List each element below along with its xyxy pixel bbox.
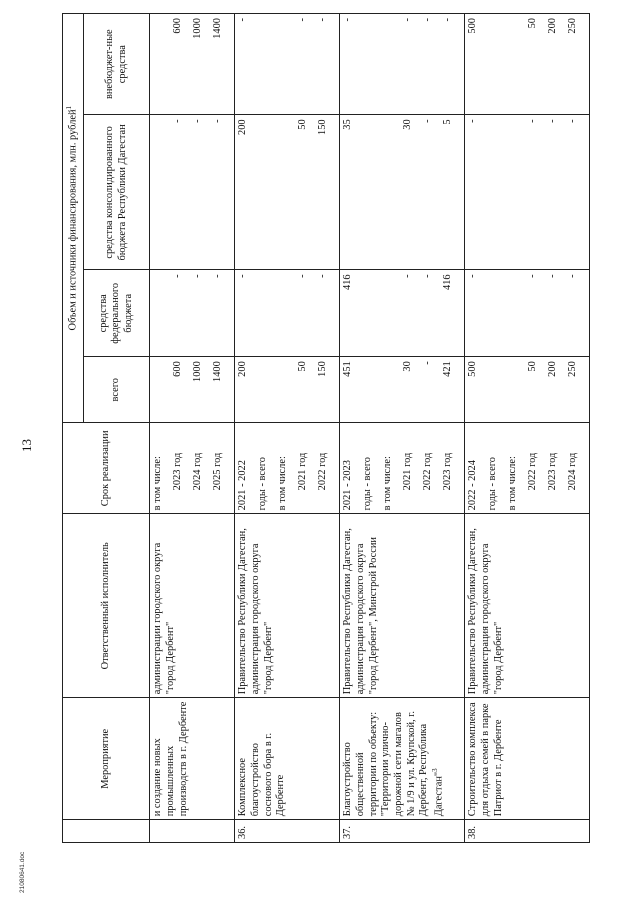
- funding-group-header: [63, 14, 84, 423]
- col-no-header: [63, 820, 150, 843]
- federal-value: -: [547, 274, 559, 278]
- regional-cell: [340, 115, 465, 270]
- table-row: [465, 14, 590, 843]
- activity-text: Комплексное благоустройство соснового бора в г. Дербенте: [237, 732, 287, 817]
- regional-value: -: [212, 119, 224, 123]
- total-value: [362, 361, 382, 419]
- regional-value: -: [567, 119, 579, 123]
- total-value: 600: [172, 361, 184, 377]
- federal-value: 416: [342, 274, 354, 290]
- term-value: 2022 год: [317, 452, 329, 491]
- federal-value: 416: [442, 274, 454, 290]
- federal-value: -: [402, 274, 414, 278]
- offbudget-value: 1400: [212, 18, 224, 39]
- regional-value: -: [422, 119, 434, 123]
- total-value: [382, 361, 402, 419]
- offbudget-value: [382, 18, 402, 111]
- activity-cell: [465, 698, 590, 820]
- term-value: 2021 год: [402, 452, 414, 491]
- term-cell: [235, 423, 340, 514]
- total-value: 150: [317, 361, 329, 377]
- federal-value: [152, 274, 172, 353]
- regional-value: 5: [442, 119, 454, 125]
- col-activity-header: Мероприятие: [63, 698, 150, 820]
- federal-value: -: [567, 274, 579, 278]
- term-value: 2021 - 2023: [342, 460, 354, 511]
- funding-group-title: Объем и источники финансирования, млн. рублей: [67, 109, 79, 331]
- regional-value: 200: [237, 119, 249, 135]
- offbudget-cell: [150, 14, 235, 115]
- federal-cell: [465, 270, 590, 357]
- term-value: в том числе:: [152, 456, 164, 511]
- offbudget-value: -: [402, 18, 414, 22]
- term-value: 2023 год: [547, 452, 559, 491]
- offbudget-value: -: [297, 18, 309, 22]
- federal-value: -: [422, 274, 434, 278]
- regional-value: -: [192, 119, 204, 123]
- col-regional-header: средства консолидированного бюджета Республики Дагестан: [84, 115, 150, 270]
- executor-cell: администрации городского округа "город Дербент": [150, 514, 235, 698]
- row-number: 38.: [465, 820, 590, 843]
- term-value: 2021 год: [297, 452, 309, 491]
- activity-cell: [150, 698, 235, 820]
- total-value: 200: [547, 361, 559, 377]
- offbudget-value: 600: [172, 18, 184, 34]
- row-number: 37.: [340, 820, 465, 843]
- regional-cell: [235, 115, 340, 270]
- regional-value: -: [467, 119, 479, 123]
- table-row: [235, 14, 340, 843]
- activity-text: Благоустройство общественной территории по объекту: "Территории улично-дорожной сети магалов № 1/9 и ул. Крупской, г. Дербент, Республика Дагестан": [342, 711, 445, 817]
- offbudget-cell: [465, 14, 590, 115]
- total-value: 30: [402, 361, 414, 372]
- offbudget-cell: [235, 14, 340, 115]
- term-value: 2022 год: [527, 452, 539, 491]
- federal-value: [487, 274, 507, 353]
- term-value: 2024 год: [567, 452, 579, 491]
- col-federal-header: средства федерального бюджета: [84, 270, 150, 357]
- total-value: [152, 361, 172, 419]
- total-value: 500: [467, 361, 479, 377]
- offbudget-value: 1000: [192, 18, 204, 39]
- regional-value: [277, 119, 297, 266]
- term-value: 2021 - 2022: [237, 460, 249, 511]
- term-value: 2025 год: [212, 452, 224, 491]
- offbudget-value: -: [442, 18, 454, 22]
- offbudget-cell: [340, 14, 465, 115]
- total-value: 1000: [192, 361, 204, 382]
- offbudget-value: [152, 18, 172, 111]
- activity-text: и создание новых промышленных производств в г. Дербенте: [152, 701, 189, 817]
- federal-value: [277, 274, 297, 353]
- regional-value: -: [547, 119, 559, 123]
- regional-value: 150: [317, 119, 329, 135]
- rotated-table-sheet: [62, 13, 579, 843]
- offbudget-value: -: [237, 18, 249, 22]
- federal-value: -: [212, 274, 224, 278]
- regional-value: [487, 119, 507, 266]
- offbudget-value: [277, 18, 297, 111]
- term-value: 2023 год: [172, 452, 184, 491]
- federal-cell: [340, 270, 465, 357]
- term-value: 2023 год: [442, 452, 454, 491]
- total-value: [277, 361, 297, 419]
- offbudget-value: [257, 18, 277, 111]
- federal-cell: [235, 270, 340, 357]
- regional-value: -: [172, 119, 184, 123]
- federal-cell: [150, 270, 235, 357]
- offbudget-value: 250: [567, 18, 579, 34]
- activity-cell: [340, 698, 465, 820]
- total-value: [487, 361, 507, 419]
- total-value: 250: [567, 361, 579, 377]
- regional-value: [507, 119, 527, 266]
- activity-text: Строительство комплекса для отдыха семей в парке Патриот в г. Дербенте: [467, 702, 504, 817]
- executor-cell: Правительство Республики Дагестан, администрация городского округа "город Дербент": [465, 514, 590, 698]
- term-value: годы - всего: [257, 457, 269, 511]
- activity-footnote-mark: 3: [430, 768, 439, 772]
- offbudget-value: 500: [467, 18, 479, 34]
- regional-cell: [465, 115, 590, 270]
- regional-value: 50: [297, 119, 309, 130]
- regional-value: [257, 119, 277, 266]
- regional-value: -: [527, 119, 539, 123]
- executor-cell: Правительство Республики Дагестан, администрация городского округа "город Дербент", Минстрой России: [340, 514, 465, 698]
- col-term-header: Срок реализации: [63, 423, 150, 514]
- total-value: -: [422, 361, 434, 365]
- term-value: 2022 - 2024: [467, 460, 479, 511]
- federal-value: -: [297, 274, 309, 278]
- term-value: в том числе:: [382, 456, 394, 511]
- offbudget-value: [487, 18, 507, 111]
- table-row: [150, 14, 235, 843]
- federal-value: -: [172, 274, 184, 278]
- activity-cell: [235, 698, 340, 820]
- total-cell: [465, 357, 590, 423]
- term-value: 2024 год: [192, 452, 204, 491]
- page-number: 13: [19, 439, 34, 452]
- table-body: [150, 14, 590, 843]
- document-footer: 21080641.doc: [19, 851, 26, 893]
- col-total-header: всего: [84, 357, 150, 423]
- executor-cell: Правительство Республики Дагестан, администрация городского округа "город Дербент": [235, 514, 340, 698]
- term-value: в том числе:: [277, 456, 289, 511]
- federal-value: -: [317, 274, 329, 278]
- total-value: [507, 361, 527, 419]
- term-cell: [465, 423, 590, 514]
- total-value: 50: [297, 361, 309, 372]
- offbudget-value: 50: [527, 18, 539, 29]
- federal-value: -: [527, 274, 539, 278]
- regional-cell: [150, 115, 235, 270]
- total-cell: [150, 357, 235, 423]
- total-value: 200: [237, 361, 249, 377]
- total-value: [257, 361, 277, 419]
- col-executor-header: Ответственный исполнитель: [63, 514, 150, 698]
- regional-value: 30: [402, 119, 414, 130]
- footnote-mark: 1: [65, 105, 73, 110]
- regional-value: [152, 119, 172, 266]
- regional-value: 35: [342, 119, 354, 130]
- funding-table: [62, 13, 590, 843]
- federal-value: -: [467, 274, 479, 278]
- total-cell: [340, 357, 465, 423]
- regional-value: [382, 119, 402, 266]
- total-value: 421: [442, 361, 454, 377]
- federal-value: -: [192, 274, 204, 278]
- regional-value: [362, 119, 382, 266]
- term-cell: [340, 423, 465, 514]
- table-row: [340, 14, 465, 843]
- term-value: 2022 год: [422, 452, 434, 491]
- row-number: [150, 820, 235, 843]
- total-value: 50: [527, 361, 539, 372]
- col-offbudget-header: внебюджет-ные средства: [84, 14, 150, 115]
- term-value: в том числе:: [507, 456, 519, 511]
- total-value: 1400: [212, 361, 224, 382]
- federal-value: [362, 274, 382, 353]
- term-value: годы - всего: [487, 457, 499, 511]
- total-cell: [235, 357, 340, 423]
- row-number: 36.: [235, 820, 340, 843]
- federal-value: [382, 274, 402, 353]
- term-value: годы - всего: [362, 457, 374, 511]
- federal-value: [507, 274, 527, 353]
- offbudget-value: -: [342, 18, 354, 22]
- offbudget-value: -: [317, 18, 329, 22]
- offbudget-value: 200: [547, 18, 559, 34]
- federal-value: -: [237, 274, 249, 278]
- offbudget-value: [507, 18, 527, 111]
- offbudget-value: -: [422, 18, 434, 22]
- total-value: 451: [342, 361, 354, 377]
- term-cell: [150, 423, 235, 514]
- federal-value: [257, 274, 277, 353]
- offbudget-value: [362, 18, 382, 111]
